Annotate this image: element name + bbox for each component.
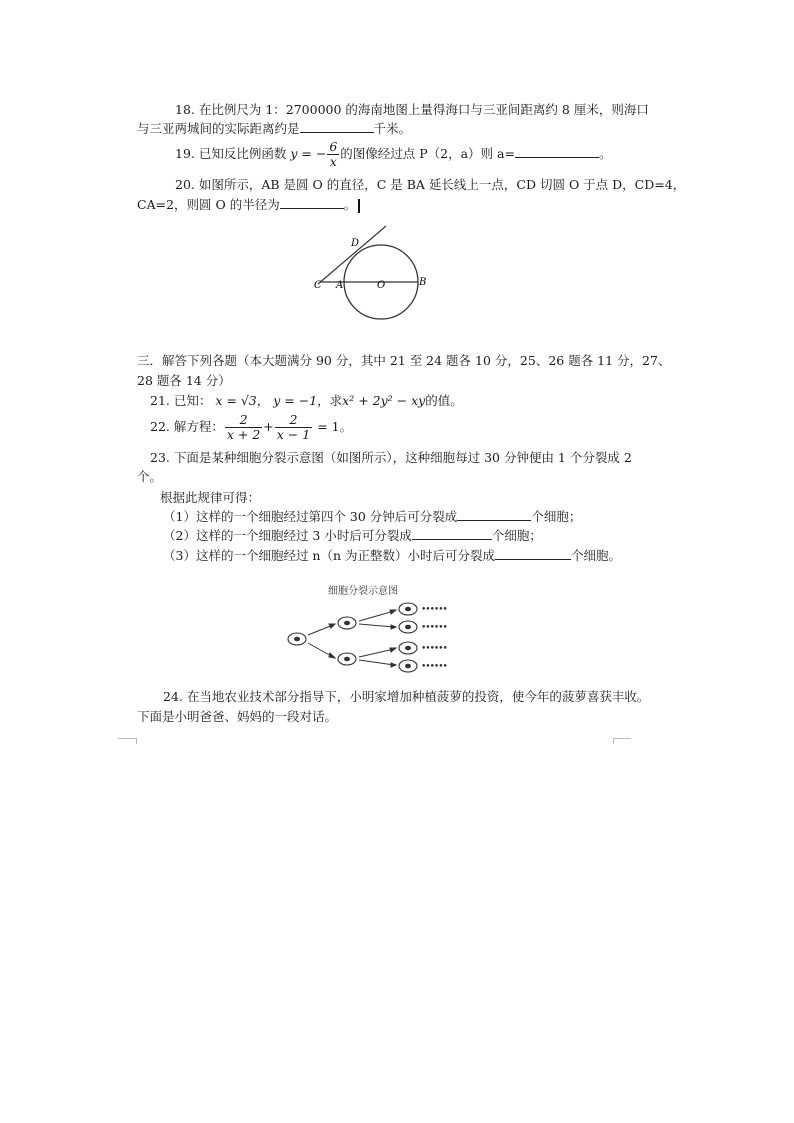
q22-text: 22. 解方程： bbox=[150, 419, 224, 434]
q19-fraction bbox=[327, 140, 339, 169]
q22-fraction2 bbox=[275, 413, 312, 442]
q19-line bbox=[175, 140, 611, 169]
q23-sub3 bbox=[163, 547, 621, 565]
page-corner-mark-right-v bbox=[613, 738, 614, 744]
q19-y-eq: y = − bbox=[290, 146, 327, 161]
q23-sub3-post: 个细胞。 bbox=[571, 548, 622, 563]
label-c: C bbox=[314, 280, 322, 291]
q19-den: x bbox=[329, 154, 337, 169]
q18-answer-blank[interactable] bbox=[300, 120, 374, 133]
q19-text-post: 的图像经过点 P（2，a）则 a= bbox=[340, 146, 515, 161]
q21-post: 的值。 bbox=[425, 393, 463, 408]
cell-gen1-top bbox=[338, 617, 356, 629]
q19-answer-blank[interactable] bbox=[515, 145, 599, 158]
q23-sub2-post: 个细胞； bbox=[491, 528, 542, 543]
q23-sub3-text: （3）这样的一个细胞经过 n（n 为正整数）小时后可分裂成 bbox=[163, 548, 496, 563]
label-a: A bbox=[336, 280, 344, 291]
q23-sub2-blank[interactable] bbox=[412, 527, 492, 540]
text-cursor bbox=[358, 199, 360, 213]
q20-end: 。 bbox=[343, 197, 357, 212]
q22-rhs: = 1。 bbox=[317, 419, 353, 434]
q19-end: 。 bbox=[598, 146, 612, 161]
q18-line2-text: 与三亚两城间的实际距离约是 bbox=[137, 121, 300, 136]
label-o: O bbox=[377, 280, 386, 291]
q20-line2-text: CA=2，则圆 O 的半径为 bbox=[137, 197, 280, 212]
dots-row-4: •••••• bbox=[421, 662, 447, 672]
q24-line2: 下面是小明爸爸、妈妈的一段对话。 bbox=[137, 709, 338, 724]
q22-fraction1 bbox=[225, 413, 262, 442]
q23-sub1-blank[interactable] bbox=[457, 508, 531, 521]
cell-gen2-4 bbox=[399, 660, 417, 672]
q23-sub1-text: （1）这样的一个细胞经过第四个 30 分钟后可分裂成 bbox=[163, 509, 458, 524]
q23-sub2 bbox=[163, 527, 542, 545]
q20-answer-blank[interactable] bbox=[280, 196, 344, 209]
q22-den1: x + 2 bbox=[226, 427, 261, 442]
page-corner-mark-left-v bbox=[136, 738, 137, 744]
q18-line2-unit: 千米。 bbox=[373, 121, 412, 136]
tangent-cd bbox=[318, 226, 386, 284]
dots-row-2: •••••• bbox=[421, 623, 447, 633]
q21-y-eq: y = −1 bbox=[273, 393, 318, 408]
q20-line1: 20. 如图所示，AB 是圆 O 的直径，C 是 BA 延长线上一点，CD 切圆 O 于点 D，CD=4， bbox=[175, 177, 686, 192]
q21-sep: ， bbox=[256, 393, 270, 408]
q23-sub1-post: 个细胞； bbox=[531, 509, 582, 524]
q18-line2 bbox=[137, 120, 411, 138]
q23-line1: 23. 下面是某种细胞分裂示意图（如图所示），这种细胞每过 30 分钟便由 1 个分裂成 2 bbox=[150, 450, 632, 465]
q23-line2: 个。 bbox=[137, 469, 163, 484]
q23-sub3-blank[interactable] bbox=[495, 547, 571, 560]
q21-x-eq: x = √3 bbox=[215, 393, 257, 408]
cell-gen2-2 bbox=[399, 621, 417, 633]
q23-sub2-text: （2）这样的一个细胞经过 3 小时后可分裂成 bbox=[163, 528, 412, 543]
q20-circle-figure bbox=[300, 222, 440, 322]
q23-rule: 根据此规律可得： bbox=[160, 490, 261, 505]
q21-mid: ，求 bbox=[317, 393, 343, 408]
q24-line1: 24. 在当地农业技术部分指导下，小明家增加种植菠萝的投资，使今年的菠萝喜获丰收。 bbox=[163, 689, 650, 704]
q22-num2: 2 bbox=[275, 413, 312, 428]
q19-num: 6 bbox=[329, 139, 338, 154]
q19-text: 19. 已知反比例函数 bbox=[175, 146, 287, 161]
cell-gen0 bbox=[288, 633, 306, 645]
q21-text: 21. 已知： bbox=[150, 393, 212, 408]
q22-line bbox=[150, 412, 352, 442]
dots-row-1: •••••• bbox=[421, 605, 447, 615]
label-b: B bbox=[419, 277, 427, 288]
q21-expr: x² + 2y² − xy bbox=[342, 393, 426, 408]
cell-gen2-1 bbox=[399, 603, 417, 615]
dots-row-3: •••••• bbox=[421, 644, 447, 654]
page-corner-mark-left bbox=[118, 738, 136, 739]
q22-den2: x − 1 bbox=[276, 427, 311, 442]
q23-cell-division-figure bbox=[280, 578, 460, 678]
section3-line2: 28 题各 14 分） bbox=[137, 373, 231, 388]
label-d: D bbox=[351, 238, 360, 249]
cell-gen1-bottom bbox=[338, 653, 356, 665]
cell-figure-title: 细胞分裂示意图 bbox=[328, 586, 398, 597]
cell-gen2-3 bbox=[399, 642, 417, 654]
q21-line bbox=[150, 392, 463, 410]
q18-line1: 18. 在比例尺为 1：2700000 的海南地图上量得海口与三亚间距离约 8 厘米，则海口 bbox=[175, 102, 649, 117]
q23-sub1 bbox=[163, 508, 581, 526]
q22-num1: 2 bbox=[225, 413, 262, 428]
page-corner-mark-right bbox=[613, 738, 631, 739]
section3-line1: 三．解答下列各题（本大题满分 90 分，其中 21 至 24 题各 10 分，25、26 题各 11 分，27、 bbox=[137, 353, 671, 368]
q22-plus: + bbox=[263, 419, 274, 434]
q20-line2 bbox=[137, 196, 360, 214]
